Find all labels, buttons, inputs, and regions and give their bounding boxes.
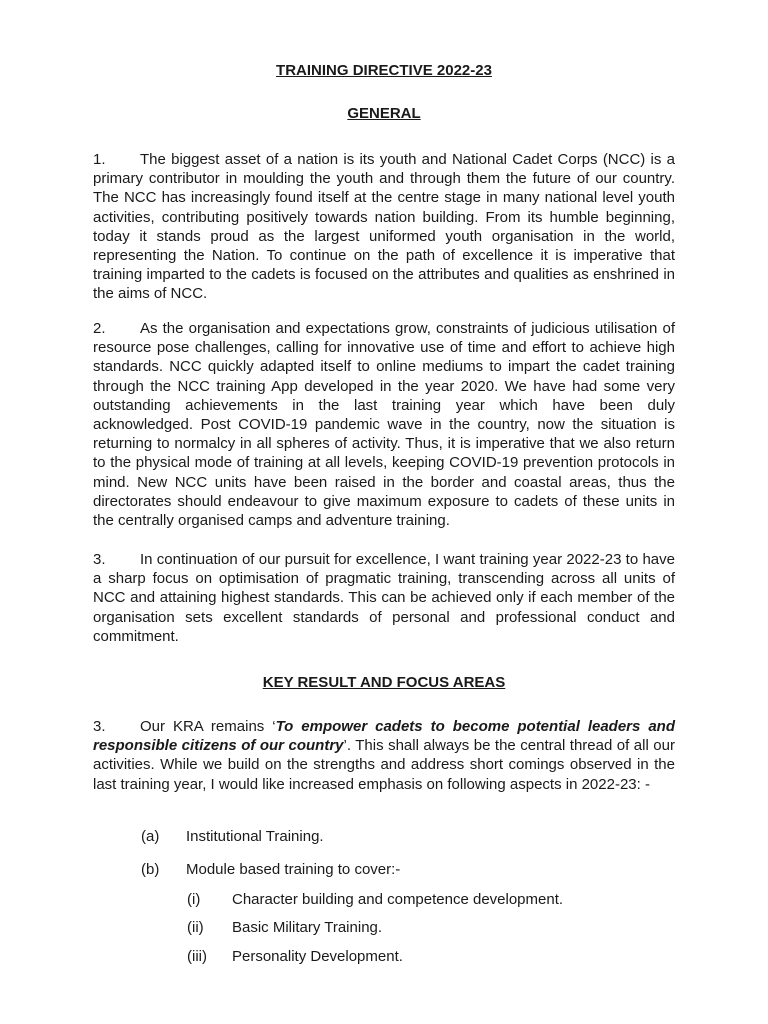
kra-suffix: ’. This shall always be the central thread of all our activities. While we build on the strengths and address short comings observed in the last training year, I would like increased emphasis on following aspects in 2022-23: - <box>93 737 675 793</box>
sub-list-item <box>187 947 403 966</box>
kra-prefix: Our KRA remains ‘ <box>140 718 276 735</box>
list-item-text: Institutional Training. <box>186 828 324 845</box>
paragraph-1 <box>93 150 675 304</box>
paragraph-number: 3. <box>93 718 106 735</box>
paragraph-2 <box>93 319 675 530</box>
sub-list-item-label: (iii) <box>187 948 207 965</box>
paragraph-kra <box>93 717 675 794</box>
sub-list-item <box>187 890 563 909</box>
paragraph-text: In continuation of our pursuit for excellence, I want training year 2022-23 to have a sharp focus on optimisation of pragmatic training, transcending across all units of NCC and attaining highest standards. This can be achieved only if each member of the organisation sets excellent standards of personal and professional conduct and commitment. <box>93 551 675 645</box>
section-heading-key-result: KEY RESULT AND FOCUS AREAS <box>262 674 506 691</box>
sub-list-item <box>187 918 382 937</box>
section-heading-general: GENERAL <box>347 105 421 122</box>
paragraph-number: 3. <box>93 551 106 568</box>
paragraph-3 <box>93 550 675 646</box>
list-item-label: (a) <box>141 828 160 845</box>
paragraph-number: 2. <box>93 320 106 337</box>
sub-list-item-text: Basic Military Training. <box>232 919 383 936</box>
list-item-label: (b) <box>141 861 160 878</box>
sub-list-item-label: (i) <box>187 891 201 908</box>
paragraph-text: As the organisation and expectations grow, constraints of judicious utilisation of resource pose challenges, calling for innovative use of time and effort to achieve high standards. NCC quickly adapted itself to online mediums to impart the cadet training through the NCC training App developed in the year 2020. We have had some very outstanding achievements in the last training year which have been duly acknowledged. Post COVID-19 pandemic wave in the country, now the situation is returning to normalcy in all spheres of activity. Thus, it is imperative that we also return to the physical mode of training at all levels, keeping COVID-19 prevention protocols in mind. New NCC units have been raised in the border and coastal areas, thus the directorates should endeavour to give maximum exposure to cadets of these units in the centrally organised camps and adventure training. <box>93 320 675 530</box>
paragraph-number: 1. <box>93 151 106 168</box>
sub-list-item-label: (ii) <box>187 919 204 936</box>
list-item-text: Module based training to cover:- <box>186 861 401 878</box>
paragraph-text: The biggest asset of a nation is its youth and National Cadet Corps (NCC) is a primary contributor in moulding the youth and through them the future of our country. The NCC has increasingly found itself at the centre stage in many national level youth activities, contributing positively towards nation building. From its humble beginning, today it stands proud as the largest uniformed youth organisation in the world, representing the Nation. To continue on the path of excellence it is imperative that training imparted to the cadets is focused on the attributes and qualities as enshrined in the aims of NCC. <box>93 151 675 303</box>
kra-statement: To empower cadets to become potential leaders and responsible citizens of our country <box>93 718 675 755</box>
document-title: TRAINING DIRECTIVE 2022-23 <box>276 62 492 79</box>
list-item <box>141 827 324 846</box>
list-item <box>141 860 400 879</box>
sub-list-item-text: Personality Development. <box>232 948 403 965</box>
sub-list-item-text: Character building and competence development. <box>232 891 564 908</box>
